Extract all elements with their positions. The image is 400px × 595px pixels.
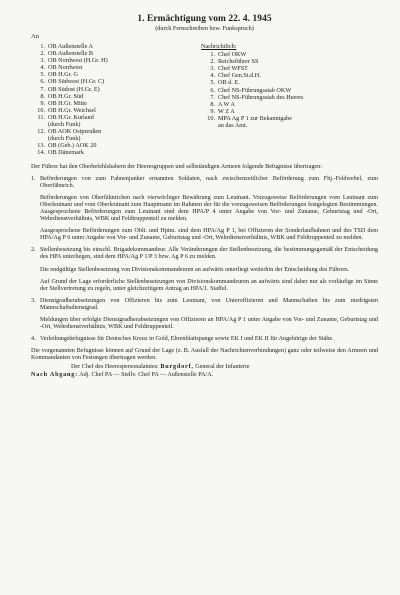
recipient-row [31, 128, 201, 135]
recipient-name: OB H.Gr. G [48, 71, 78, 79]
recipient-name: OB Dänemark [48, 149, 84, 157]
section-paragraph: Beförderungen von zum Fahnenjunker ernannten Soldaten, nach zwischenzeitlicher Beförderung zum Fhj.-Feldwebel, zum Oberfähnrich. [40, 175, 378, 189]
recipient-row [31, 149, 201, 156]
signature-line [31, 364, 378, 371]
distribution-label: Nach Abgang: [31, 371, 78, 378]
recipient-number: 1. [210, 51, 215, 59]
info-recipient-row [201, 72, 376, 79]
recipient-row [31, 107, 201, 114]
recipient-number: 1. [40, 43, 45, 50]
recipient-number: 2. [40, 50, 45, 58]
info-recipient-row [201, 108, 376, 115]
section-body [40, 298, 378, 331]
recipient-number: 7. [40, 85, 45, 93]
recipient-name: OB H.Gr. Weichsel [48, 106, 96, 114]
recipient-number: 10. [207, 114, 215, 122]
document-subtitle: (durch Fernschreiben bzw. Funkspruch) [155, 25, 254, 32]
info-recipient-row [201, 58, 376, 65]
recipient-number: 6. [40, 78, 45, 86]
recipient-row [31, 114, 201, 121]
section-body [40, 176, 378, 243]
section-paragraph: Die endgültige Stellenbesetzung von Divisionskommandeuren an aufwärts unterliegt weiterhin der Entscheidung des Führers. [40, 266, 350, 273]
recipient-number: 8. [40, 92, 45, 100]
recipient-row [31, 78, 201, 85]
recipient-row [31, 43, 201, 50]
section-paragraph: Ausgesprochene Beförderungen zum Oblt. und Hptm. sind dem HPA/Ag P 1, bei Offizieren der Sonderlaufbahnen und des TSD dem HPA/Ag P 6 unter Angabe von Vor- und Zuname, Geburtstag und -Ort, Wehrdienstverhältnis, WBK und Feldtruppenteil zu melden. [40, 228, 378, 242]
recipient-number: 13. [37, 142, 45, 150]
recipient-number [31, 135, 48, 142]
recipient-number: 9. [40, 99, 45, 107]
recipient-number: 2. [210, 58, 215, 66]
primary-recipients-list [31, 43, 201, 157]
closing-paragraph: Die vorgenannten Befugnisse können auf Grund der Lage (z. B. Ausfall der Nachrichtenverbindungen) ganz oder teilweise den Armeen und Kommandanten von Festungen übertragen werden. [31, 348, 378, 362]
recipient-name: W Z A [218, 107, 235, 115]
recipients-block [31, 43, 378, 157]
recipient-number [201, 122, 218, 129]
signature-rank: General der Infanterie [195, 364, 250, 371]
authorization-sections [31, 176, 378, 344]
recipient-name: OB Südwest (H.Gr. C) [48, 78, 105, 86]
recipient-name: OB H.Gr. Kurland [48, 113, 94, 121]
recipient-name: OB (Geb.) AOK 20 [48, 142, 97, 150]
recipient-name: OB H.Gr. Süd [48, 92, 84, 100]
recipient-number: 7. [210, 93, 215, 101]
info-recipient-row [201, 94, 376, 101]
section-number: 3. [31, 297, 36, 304]
recipient-name: OB d. E. [218, 79, 240, 87]
authorization-section [31, 298, 378, 331]
distribution-text: Adj. Chef PA — Stellv. Chef PA — Außenstelle PA/A. [79, 371, 214, 378]
informational-heading: Nachrichtlich: [201, 43, 237, 50]
informational-recipients [201, 43, 376, 157]
recipient-number: 5. [210, 79, 215, 87]
recipient-name: Chef NS-Führungsstab OKW [218, 86, 292, 94]
recipient-number [31, 121, 48, 128]
section-paragraph: Stellenbesetzung bis einschl. Brigadekommandeur. Alle Veränderungen der Stellenbesetzung, die bestimmungsgemäß der Entscheidung des HPA unterliegen, sind dem HPA/Ag P 1/P 3 bzw. Ag P 6 zu melden. [40, 247, 378, 261]
recipient-number: 12. [37, 128, 45, 136]
recipient-name: OB Südost (H.Gr. E) [48, 85, 100, 93]
section-paragraph: Verleihungsbefugnisse für Deutsches Kreuz in Gold, Ehrenblattspange sowie EK I und EK II für Angehörige der Stäbe. [40, 336, 334, 343]
recipient-number: 5. [40, 71, 45, 79]
recipient-number: 14. [37, 149, 45, 157]
authorization-section [31, 176, 378, 243]
recipient-row [31, 50, 201, 57]
recipient-number: 11. [37, 113, 45, 121]
recipient-number: 4. [210, 72, 215, 80]
section-paragraph: Auf Grund der Lage erforderliche Stellenbesetzungen von Divisionskommandeuren an aufwärts sind daher nur als vorläufige im Sinne der Stellvertretung zu regeln, unter gleichzeitigem Antrag an HPA/1. Staffel. [40, 278, 378, 292]
section-number: 4. [31, 336, 36, 343]
recipient-number: 3. [210, 65, 215, 73]
distribution-line [31, 372, 378, 379]
recipient-row [31, 121, 201, 128]
document-title: 1. Ermächtigung vom 22. 4. 1945 [137, 14, 272, 24]
section-body [40, 247, 378, 292]
recipient-number: 3. [40, 57, 45, 65]
signature-prefix: Der Chef des Heerespersonalamtes: [71, 364, 159, 371]
info-recipient-row [201, 79, 376, 86]
section-number: 1. [31, 175, 36, 182]
authorization-section [31, 247, 378, 292]
recipient-name: OB Nordwest [48, 64, 83, 72]
recipient-row [31, 93, 201, 100]
recipient-name: (durch Funk) [48, 121, 81, 129]
info-recipient-row [201, 115, 376, 122]
recipient-number: 8. [210, 100, 215, 108]
recipient-name: Chef WFST [218, 65, 248, 73]
section-paragraph: Meldungen über erfolgte Dienstgradherabsetzungen von Offizieren an HPA/Ag P 1 unter Angabe von Vor- und Zuname, Geburtstag und -Ort, Wehrdienstverhältnis, WBK und Feldtruppenteil. [40, 317, 378, 331]
section-paragraph: Dienstgradherabsetzungen von Offizieren bis zum Leutnant, von Unteroffizieren und Mannschaften bis zum niedrigsten Mannschaftsdienstgrad. [40, 297, 378, 311]
signature-name: Burgdorf, [160, 364, 194, 371]
info-recipient-row [201, 122, 376, 129]
recipient-name: Chef OKW [218, 51, 247, 59]
authorization-section [31, 336, 378, 343]
recipient-name: Chef Gen.St.d.H. [218, 72, 261, 80]
info-recipient-row [201, 101, 376, 108]
recipient-row [31, 86, 201, 93]
section-number: 2. [31, 247, 36, 254]
recipient-row [31, 142, 201, 149]
recipient-name: OB H.Gr. Mitte [48, 99, 87, 107]
info-recipient-row [201, 51, 376, 58]
recipient-name: OB Außenstelle B [48, 50, 94, 58]
recipient-number: 9. [210, 107, 215, 115]
recipient-name: A W A [218, 100, 235, 108]
recipient-number: 6. [210, 86, 215, 94]
recipients-label: An [31, 33, 40, 40]
recipient-number: 10. [37, 106, 45, 114]
recipient-name: OB AOK Ostpreußen [48, 128, 102, 136]
recipient-number: 4. [40, 64, 45, 72]
recipient-name: Reichsführer SS [218, 58, 259, 66]
informational-recipients-list [201, 51, 376, 129]
recipient-name: an das Amt. [218, 122, 248, 130]
recipient-row [31, 71, 201, 78]
recipient-row [31, 135, 201, 142]
section-paragraph: Beförderungen von Oberfähnrichen nach vierwöchiger Bewährung zum Leutnant. Vorzugsweise Beförderungen vom Leutnant zum Oberleutnant und vom Oberleutnant zum Hauptmann im Rahmen der für die vorzugsweisen Beförderungen festgelegten Bestimmungen. Ausgesprochene Beförderungen zum Leutnant sind dem HPA/P 4 unter Angabe von Vor- und Zuname, Geburtstag und -Ort, Wehrdienstverhältnis, WBK und Feldtruppenteil zu melden. [40, 194, 378, 223]
recipient-name: OB Außenstelle A [48, 43, 94, 50]
recipient-name: (durch Funk) [48, 135, 81, 143]
recipient-name: OB Nordwest (H.Gr. H) [48, 57, 108, 65]
recipient-row [31, 57, 201, 64]
intro-paragraph: Der Führer hat den Oberbefehlshabern der Heeresgruppen und selbständigen Armeen folgende Befugnisse übertragen: [31, 163, 322, 170]
info-recipient-row [201, 65, 376, 72]
recipient-name: MPA Ag P 1 zur Bekanntgabe [218, 114, 292, 122]
recipient-name: Chef NS-Führungsstab des Heeres [218, 93, 304, 101]
section-body [40, 336, 378, 343]
recipient-row [31, 100, 201, 107]
info-recipient-row [201, 87, 376, 94]
recipient-row [31, 64, 201, 71]
